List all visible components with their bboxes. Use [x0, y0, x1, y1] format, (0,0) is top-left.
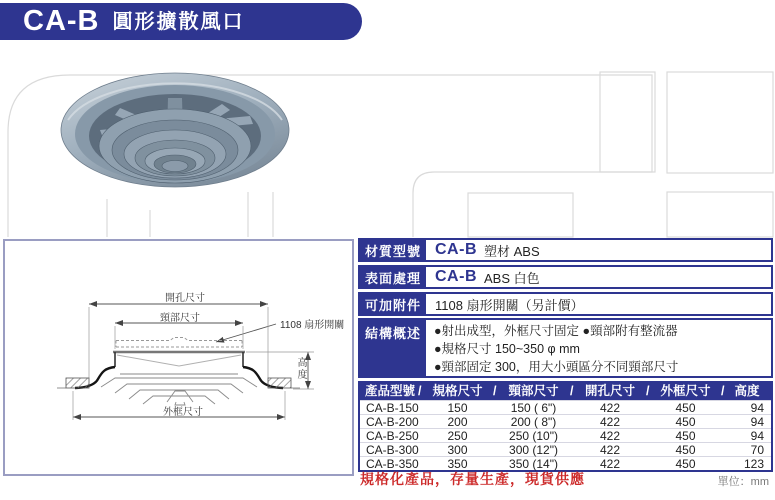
cell-opening: 422	[599, 456, 621, 471]
cell-neck: 200 ( 8")	[510, 414, 557, 429]
spec-row-structure	[358, 318, 773, 378]
header-separator: /	[721, 384, 725, 398]
cell-spec: 150	[447, 400, 468, 415]
cell-model: CA-B-300	[366, 442, 419, 457]
cell-neck: 250 (10")	[509, 428, 558, 443]
structure-bullet: ●規格尺寸 150~350 φ mm	[434, 342, 580, 356]
cell-frame: 450	[675, 428, 696, 443]
spec-value-text: ABS 白色	[484, 270, 540, 286]
spec-label: 結構概述	[360, 320, 426, 376]
table-row	[360, 442, 771, 456]
col-header-opening: 開孔尺寸	[584, 384, 635, 398]
spec-value-text: 塑材 ABS	[484, 243, 540, 259]
col-header-height: 高度	[734, 384, 760, 398]
cell-neck: 300 (12")	[509, 442, 558, 457]
table-row	[360, 400, 771, 414]
cell-height: 123	[743, 456, 764, 471]
spec-value-text: 1108 扇形開關（另計價）	[435, 297, 584, 313]
spec-row-surface	[358, 265, 773, 289]
table-row	[360, 428, 771, 442]
cell-spec: 350	[447, 456, 468, 471]
cell-height: 70	[750, 442, 764, 457]
cell-model: CA-B-350	[366, 456, 419, 471]
cell-neck: 350 (14")	[509, 456, 558, 471]
dimension-label-opening: 開孔尺寸	[165, 293, 205, 304]
availability-note: 規格化產品，存量生產，現貨供應	[360, 471, 585, 487]
title-bar	[0, 3, 362, 40]
table-header-row	[360, 383, 771, 400]
table-row	[360, 456, 771, 470]
structure-bullet: ●頸部固定 300，用大小頭區分不同頸部尺寸	[434, 360, 679, 374]
header-separator: /	[646, 384, 650, 398]
header-separator: /	[418, 384, 422, 398]
technical-drawing-panel	[3, 239, 354, 476]
spec-model-code: CA-B	[435, 241, 477, 258]
spec-row-accessory	[358, 292, 773, 316]
product-3d-image	[50, 58, 300, 210]
cell-frame: 450	[675, 414, 696, 429]
cell-spec: 250	[447, 428, 468, 443]
cell-spec: 300	[447, 442, 468, 457]
spec-model-code: CA-B	[435, 268, 477, 285]
page-title-model: CA-B	[23, 5, 100, 37]
product-size-table	[358, 381, 773, 472]
dimension-label-frame: 外框尺寸	[163, 407, 203, 418]
cell-model: CA-B-250	[366, 428, 419, 443]
spec-label: 表面處理	[360, 267, 426, 287]
cell-height: 94	[750, 414, 764, 429]
header-separator: /	[570, 384, 574, 398]
spec-row-material	[358, 238, 773, 262]
cell-frame: 450	[675, 456, 696, 471]
cell-model: CA-B-150	[366, 400, 419, 415]
dimension-label-height: 高度	[295, 357, 306, 381]
cell-frame: 450	[675, 442, 696, 457]
cell-height: 94	[750, 400, 764, 415]
spec-panel	[358, 238, 773, 472]
switch-callout-label: 1108 扇形開關	[280, 320, 345, 331]
cell-height: 94	[750, 428, 764, 443]
cell-opening: 422	[599, 414, 621, 429]
cell-spec: 200	[447, 414, 468, 429]
cell-model: CA-B-200	[366, 414, 419, 429]
cell-opening: 422	[599, 400, 621, 415]
cell-neck: 150 ( 6")	[510, 400, 557, 415]
col-header-frame: 外框尺寸	[660, 384, 711, 398]
table-row	[360, 414, 771, 428]
cell-opening: 422	[599, 442, 621, 457]
header-separator: /	[493, 384, 497, 398]
col-header-model: 產品型號	[364, 384, 415, 398]
page-title-name: 圓形擴散風口	[112, 10, 245, 33]
unit-label: 單位：mm	[717, 476, 769, 488]
structure-bullet: ●射出成型，外框尺寸固定 ●頸部附有整流器	[434, 324, 678, 338]
spec-label: 材質型號	[360, 240, 426, 260]
col-header-neck: 頸部尺寸	[508, 384, 559, 398]
spec-label: 可加附件	[360, 294, 426, 314]
cell-opening: 422	[599, 428, 621, 443]
cell-frame: 450	[675, 400, 696, 415]
col-header-spec: 規格尺寸	[432, 384, 483, 398]
dimension-label-neck: 頸部尺寸	[160, 313, 200, 324]
